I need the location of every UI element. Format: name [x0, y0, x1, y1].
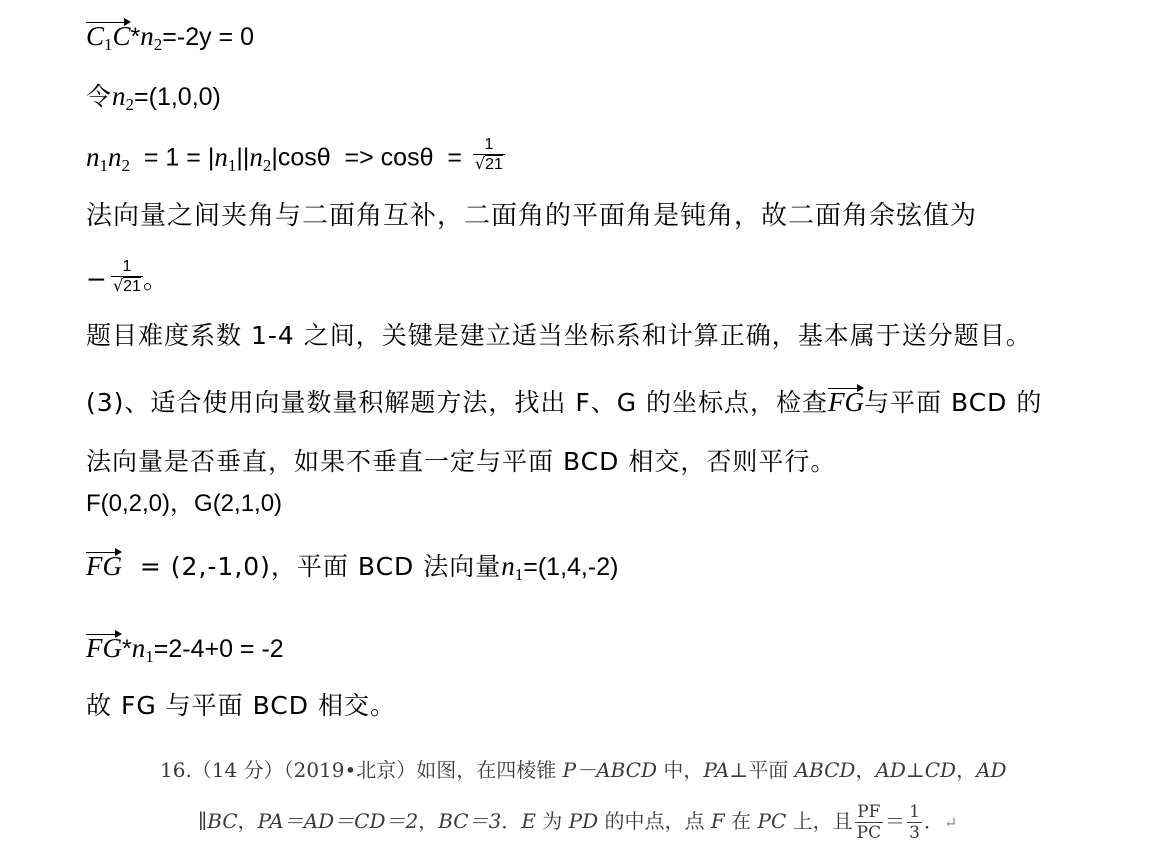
line-fg-vector-and-normal: FG = (2,-1,0)，平面 BCD 法向量$n_1=(1,4,-2)$	[86, 551, 619, 584]
return-mark-icon: ↵	[943, 813, 958, 832]
vector-c1c: $C_1C$	[86, 20, 131, 61]
fraction-one-over-sqrt21: $\frac{1}{√21}$	[112, 258, 141, 295]
vector-fg: FG	[86, 551, 122, 581]
line-part3-method: 法向量是否垂直，如果不垂直一定与平面 BCD 相交，否则平行。	[86, 447, 837, 476]
problem-line-2: ∥BC，PA＝AD＝CD＝2，BC＝3．E 为 PD 的中点，点 F 在 PC 上，且 $\frac{PF}{PC}$ ＝ $\frac{1}{3}$ ．↵	[198, 802, 958, 843]
fraction-pf-over-pc: $\frac{PF}{PC}$	[856, 802, 882, 843]
line-conclusion: 故 FG 与平面 BCD 相交。	[86, 691, 396, 720]
line-cos-theta: $n_1n_2 = 1 = |n_1||n_2|\cos\theta => \cos\theta$ = $\frac{1}{√21}$	[86, 136, 503, 175]
n2-symbol: $n_2$	[140, 21, 163, 54]
line-let-n2: 令$n_2=(1,0,0)$	[86, 81, 221, 114]
n1-symbol: $n_1$	[86, 141, 108, 175]
problem-16-scan	[160, 748, 1040, 856]
abs-n1-symbol: $n_1$	[214, 141, 237, 175]
abs-n2-symbol: $n_2$	[249, 141, 272, 175]
line-fg-coordinates: F(0,2,0)，G(2,1,0)	[86, 490, 283, 517]
problem-line-1: 16.（14 分）（2019•北京）如图，在四棱锥 P－ABCD 中，PA⊥平面 ABCD，AD⊥CD，AD	[160, 758, 1007, 782]
line-fg-dot-n1: $FG*n_1=2-4+0 = -2$	[86, 633, 284, 666]
vector-fg: FG	[86, 633, 122, 663]
fraction-one-third: $\frac{1}{3}$	[909, 802, 920, 843]
n1-symbol: $n_1$	[131, 633, 154, 666]
line-part3-intro: (3)、适合使用向量数量积解题方法，找出 F、G 的坐标点，检查FG与平面 BCD 的	[86, 387, 1043, 417]
fraction-one-over-sqrt21: $\frac{1}{√21}$	[474, 136, 503, 173]
n2-symbol: $n_2$	[112, 81, 135, 114]
line-negative-cos-value: − $\frac{1}{√21}$ 。	[86, 258, 169, 295]
line-difficulty-note: 题目难度系数 1-4 之间，关键是建立适当坐标系和计算正确，基本属于送分题目。	[86, 321, 1032, 350]
n2-symbol: $n_2$	[108, 141, 130, 175]
vector-fg: FG	[828, 387, 865, 417]
line-c1c-dot-n2: $C_1C*n_2=-2y = 0$	[86, 20, 254, 61]
line-normal-angle-explanation: 法向量之间夹角与二面角互补，二面角的平面角是钝角，故二面角余弦值为	[86, 201, 978, 231]
n1-symbol: $n_1$	[501, 551, 524, 584]
